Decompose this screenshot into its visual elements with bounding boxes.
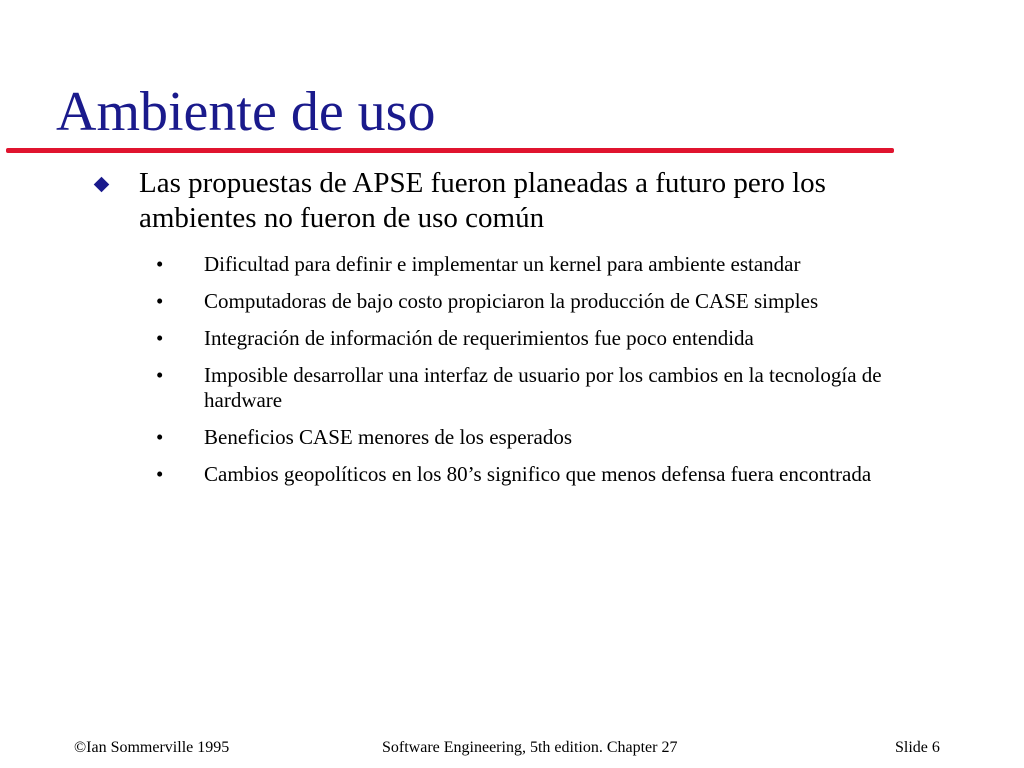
sub-bullet-text: Dificultad para definir e implementar un kernel para ambiente estandar <box>204 252 801 276</box>
bullet-dot-icon: • <box>156 425 164 449</box>
sub-bullet-text: Cambios geopolíticos en los 80’s significo que menos defensa fuera encontrada <box>204 462 872 486</box>
slide-title: Ambiente de uso <box>56 81 436 143</box>
bullet-dot-icon: • <box>156 363 164 387</box>
sub-bullet-list <box>150 252 950 499</box>
footer-slide-number: Slide 6 <box>895 739 940 756</box>
sub-bullet-item <box>150 252 950 277</box>
bullet-dot-icon: • <box>156 252 164 276</box>
sub-bullet-text: Computadoras de bajo costo propiciaron la producción de CASE simples <box>204 289 819 313</box>
sub-bullet-text: Imposible desarrollar una interfaz de usuario por los cambios en la tecnología de hardware <box>204 363 882 412</box>
main-bullet-text: Las propuestas de APSE fueron planeadas a futuro pero los ambientes no fueron de uso común <box>139 167 826 234</box>
footer-source: Software Engineering, 5th edition. Chapter 27 <box>382 739 678 756</box>
sub-bullet-item <box>150 363 950 413</box>
title-underline-rule <box>6 148 894 153</box>
sub-bullet-text: Beneficios CASE menores de los esperados <box>204 425 573 449</box>
diamond-bullet-icon <box>94 177 110 193</box>
sub-bullet-item <box>150 462 950 487</box>
bullet-dot-icon: • <box>156 462 164 486</box>
sub-bullet-item <box>150 425 950 450</box>
bullet-dot-icon: • <box>156 289 164 313</box>
sub-bullet-text: Integración de información de requerimientos fue poco entendida <box>204 326 754 350</box>
sub-bullet-item <box>150 326 950 351</box>
footer-copyright: ©Ian Sommerville 1995 <box>74 739 230 756</box>
bullet-dot-icon: • <box>156 326 164 350</box>
sub-bullet-item <box>150 289 950 314</box>
